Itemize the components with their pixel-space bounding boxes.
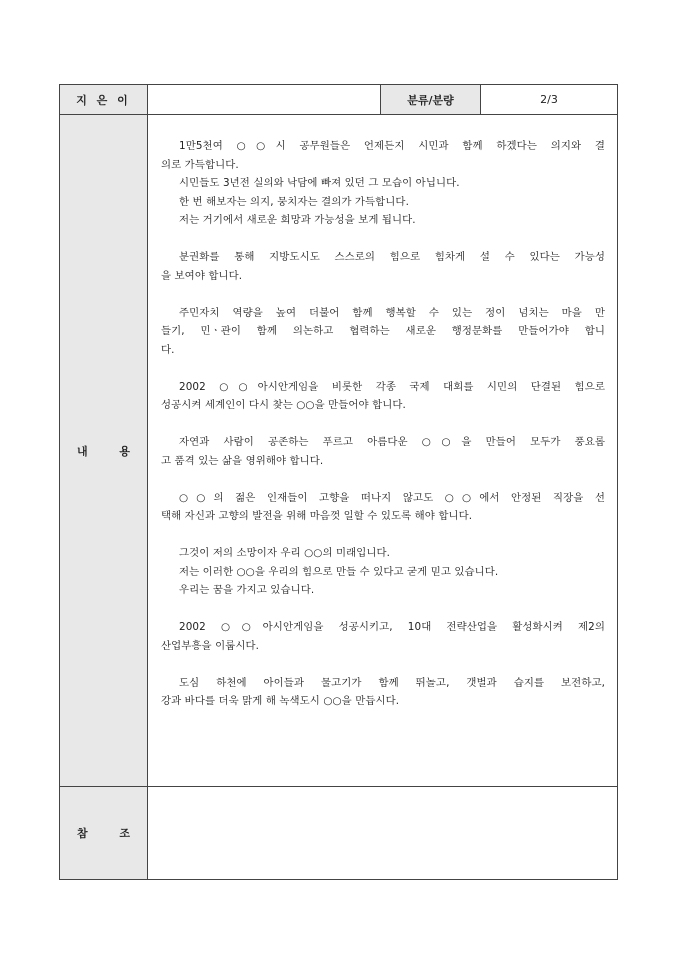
text-line: 자연과 사람이 공존하는 푸르고 아름다운 ○○을 만들어 모두가 풍요롭 xyxy=(179,436,605,448)
text-line: 시민들도 3년전 실의와 낙담에 빠져 있던 그 모습이 아닙니다. xyxy=(179,177,460,189)
paragraph xyxy=(161,248,605,285)
text-line: 분권화를 통해 지방도시도 스스로의 힘으로 힘차게 설 수 있다는 가능성 xyxy=(179,251,605,263)
text-line: 산업부흥을 이룹시다. xyxy=(161,639,260,652)
reference-label: 참 조 xyxy=(60,787,148,879)
text-line: 다. xyxy=(161,343,175,356)
text-line: 도심 하천에 아이들과 물고기가 함께 뛰놀고, 갯벌과 습지를 보전하고, xyxy=(179,676,605,689)
content-label: 내 용 xyxy=(60,115,148,786)
text-line: 2002 ○○아시안게임을 성공시키고, 10대 전략산업을 활성화시켜 제2의 xyxy=(179,621,605,633)
text-line: 2002 ○○아시안게임을 비롯한 각종 국제 대회를 시민의 단결된 힘으로 xyxy=(179,380,605,393)
text-line: 1만5천여 ○○시 공무원들은 언제든지 시민과 함께 하겠다는 의지와 결 xyxy=(179,140,605,152)
paragraph xyxy=(161,618,605,655)
text-line: 한 번 해보자는 의지, 뭉치자는 결의가 가득합니다. xyxy=(179,195,409,208)
category-value: 2/3 xyxy=(540,93,558,106)
text-line: 고 품격 있는 삶을 영위해야 합니다. xyxy=(161,454,324,467)
content-body xyxy=(161,137,605,729)
document-form xyxy=(59,84,618,880)
text-line: 강과 바다를 더욱 맑게 해 녹색도시 ○○을 만듭시다. xyxy=(161,695,400,707)
paragraph xyxy=(161,433,605,470)
text-line: 의로 가득합니다. xyxy=(161,158,239,171)
author-value xyxy=(148,85,381,114)
text-line: 저는 이러한 ○○을 우리의 힘으로 만들 수 있다고 굳게 믿고 있습니다. xyxy=(179,565,499,578)
paragraph xyxy=(161,137,605,230)
text-line: 우리는 꿈을 가지고 있습니다. xyxy=(179,584,315,596)
text-line: 택해 자신과 고향의 발전을 위해 마음껏 일할 수 있도록 해야 합니다. xyxy=(161,510,473,522)
paragraph xyxy=(161,489,605,526)
reference-row xyxy=(60,787,617,879)
header-row xyxy=(60,85,617,115)
paragraph xyxy=(161,378,605,415)
text-line: 성공시켜 세계인이 다시 찾는 ○○을 만들어야 합니다. xyxy=(161,399,406,411)
text-line: 을 보여야 합니다. xyxy=(161,269,243,282)
author-label: 지 은 이 xyxy=(60,85,148,114)
text-line: ○○의 젊은 인재들이 고향을 떠나지 않고도 ○○에서 안정된 직장을 선 xyxy=(179,491,605,504)
paragraph xyxy=(161,304,605,360)
paragraph xyxy=(161,544,605,600)
text-line: 그것이 저의 소망이자 우리 ○○의 미래입니다. xyxy=(179,547,391,559)
category-label: 분류/분량 xyxy=(381,85,481,114)
content-row xyxy=(60,115,617,787)
text-line: 들기, 민ㆍ관이 함께 의논하고 협력하는 새로운 행정문화를 만들어가야 합니 xyxy=(161,325,605,337)
paragraph xyxy=(161,674,605,711)
text-line: 저는 거기에서 새로운 희망과 가능성을 보게 됩니다. xyxy=(179,214,416,226)
text-line: 주민자치 역량을 높여 더불어 함께 행복할 수 있는 정이 넘치는 마을 만 xyxy=(179,306,605,319)
